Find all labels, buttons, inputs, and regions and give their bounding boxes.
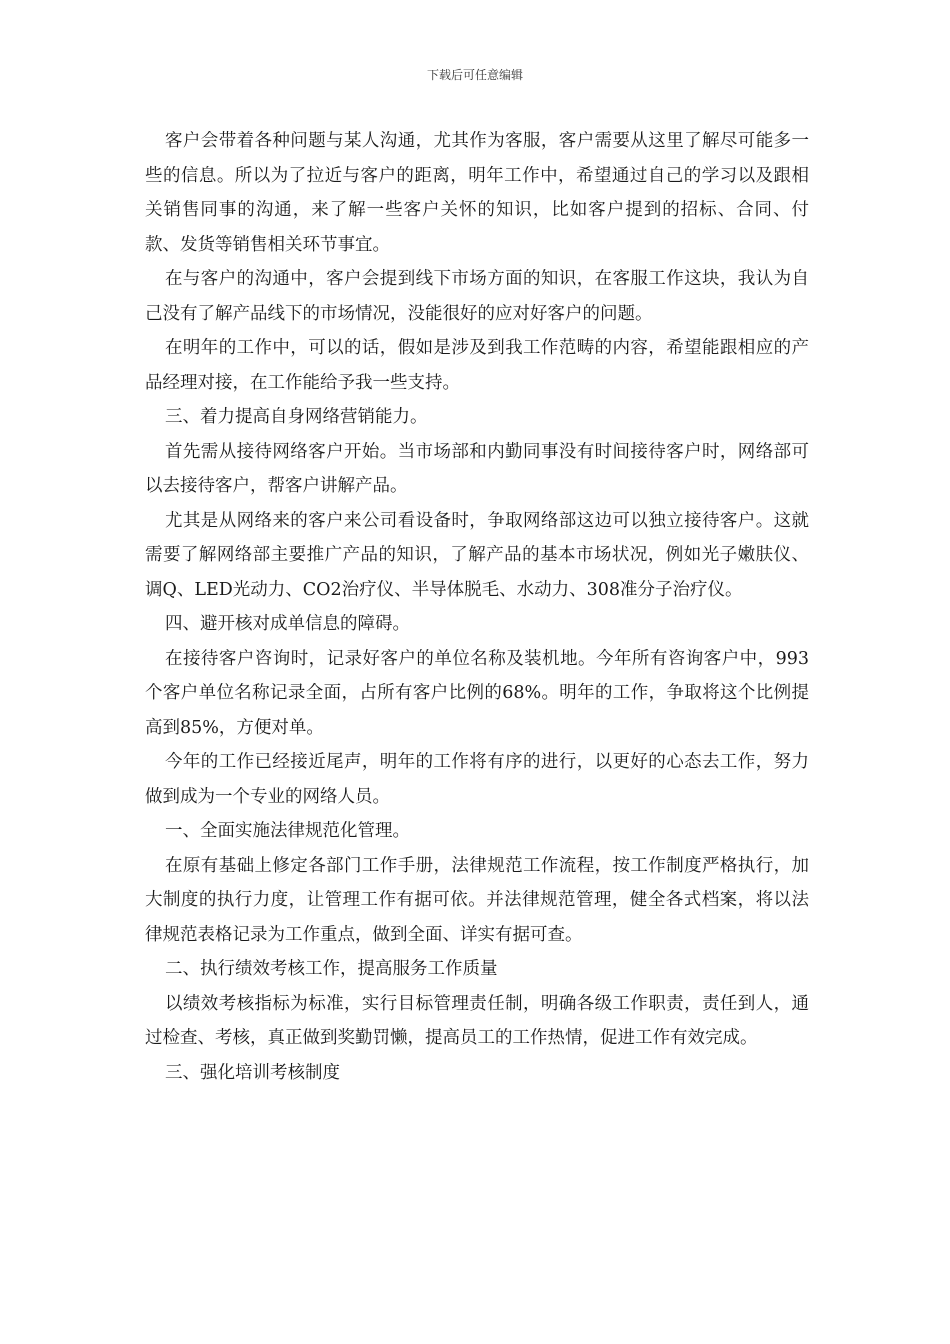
paragraph-client-records: 在接待客户咨询时，记录好客户的单位名称及装机地。今年所有咨询客户中，993个客户单位名称记录全面，占所有客户比例的68%。明年的工作，争取将这个比例提高到85%，方便对单。 <box>145 648 809 738</box>
section-heading-network-marketing: 三、着力提高自身网络营销能力。 <box>165 407 428 427</box>
section-heading-order-verification: 四、避开核对成单信息的障碍。 <box>165 614 410 634</box>
paragraph-offline-market: 在与客户的沟通中，客户会提到线下市场方面的知识，在客服工作这块，我认为自己没有了解产品线下的市场情况，没能很好的应对好客户的问题。 <box>145 269 809 324</box>
paragraph-customer-communication: 客户会带着各种问题与某人沟通，尤其作为客服，客户需要从这里了解尽可能多一些的信息。所以为了拉近与客户的距离，明年工作中，希望通过自己的学习以及跟相关销售同事的沟通，来了解一些客户关怀的知识，比如客户提到的招标、合同、付款、发货等销售相关环节事宜。 <box>145 131 809 255</box>
page-header: 下载后可任意编辑 <box>426 68 523 82</box>
section-heading-legal-management: 一、全面实施法律规范化管理。 <box>165 821 410 841</box>
paragraph-product-manager: 在明年的工作中，可以的话，假如是涉及到我工作范畴的内容，希望能跟相应的产品经理对接，在工作能给予我一些支持。 <box>145 338 809 393</box>
section-heading-performance: 二、执行绩效考核工作，提高服务工作质量 <box>165 959 498 979</box>
paragraph-work-manual: 在原有基础上修定各部门工作手册，法律规范工作流程，按工作制度严格执行，加大制度的执行力度，让管理工作有据可依。并法律规范管理，健全各式档案，将以法律规范表格记录为工作重点，做到全面、详实有据可查。 <box>145 855 809 945</box>
paragraph-performance-indicators: 以绩效考核指标为标准，实行目标管理责任制，明确各级工作职责，责任到人，通过检查、考核，真正做到奖勤罚懒，提高员工的工作热情，促进工作有效完成。 <box>145 993 809 1048</box>
paragraph-receive-network-clients: 首先需从接待网络客户开始。当市场部和内勤同事没有时间接待客户时，网络部可以去接待客户，帮客户讲解产品。 <box>145 441 809 496</box>
paragraph-product-knowledge: 尤其是从网络来的客户来公司看设备时，争取网络部这边可以独立接待客户。这就需要了解网络部主要推广产品的知识，了解产品的基本市场状况，例如光子嫩肤仪、调Q、LED光动力、CO2治疗仪、半导体脱毛、水动力、308准分子治疗仪。 <box>145 510 809 600</box>
section-heading-training: 三、强化培训考核制度 <box>165 1062 340 1083</box>
paragraph-year-end: 今年的工作已经接近尾声，明年的工作将有序的进行，以更好的心态去工作，努力做到成为一个专业的网络人员。 <box>145 752 809 807</box>
document-body <box>145 124 809 1090</box>
